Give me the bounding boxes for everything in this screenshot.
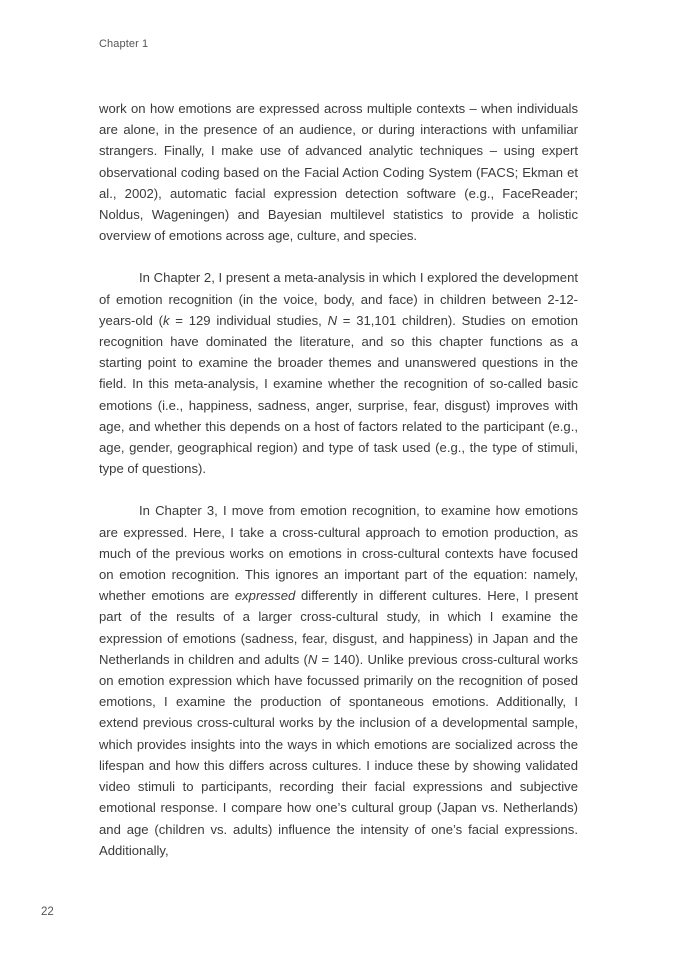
paragraph-2: [99, 267, 578, 479]
paragraph-2-n-variable: N: [327, 312, 338, 328]
paragraph-2-text-c: = 31,101 children). Studies on emotion recognition have dominated the literature, and so this chapter functions as a starting point to examine the broader themes and unanswered questions in the field. In this meta-analysis, I examine whether the recognition of so-called basic emotions (i.e., happiness, sadness, anger, surprise, fear, disgust) improves with age, and whether this depends on a host of factors related to the participant (e.g., age, gender, geographical region) and type of task used (e.g., the type of stimuli, type of questions).: [99, 312, 578, 477]
paragraph-3-text-b: differently in different cultures. Here, I present part of the results of a larger cross-cultural study, in which I examine the expression of emotions (sadness, fear, disgust, and happiness) in Japan and the Netherlands in children and adults (: [99, 588, 578, 667]
paragraph-2-k-variable: k: [162, 312, 170, 328]
page-number: 22: [41, 906, 54, 918]
running-header-chapter-title: Chapter 1: [99, 38, 149, 50]
body-text: [99, 98, 578, 882]
paragraph-2-text-a: In Chapter 2, I present a meta-analysis in which I explored the development of emotion recognition (in the voice, body, and face) in children between 2-12-years-old (: [99, 270, 578, 328]
paragraph-1: work on how emotions are expressed across multiple contexts – when individuals are alone, in the presence of an audience, or during interactions with unfamiliar strangers. Finally, I make use of advanced analytic techniques – using expert observational coding based on the Facial Action Coding System (FACS; Ekman et al., 2002), automatic facial expression detection software (e.g., FaceReader; Noldus, Wageningen) and Bayesian multilevel statistics to provide a holistic overview of emotions across age, culture, and species.: [99, 101, 578, 244]
paragraph-3-emphasis: expressed: [234, 588, 296, 604]
paragraph-3: [99, 500, 578, 860]
paragraph-3-text-c: = 140). Unlike previous cross-cultural works on emotion expression which have focussed primarily on the recognition of posed emotions, I examine the production of spontaneous emotions. Additionally, I extend previous cross-cultural works by the inclusion of a developmental sample, which provides insights into the ways in which emotions are socialized across the lifespan and how this differs across cultures. I induce these by showing validated video stimuli to participants, recording their facial expressions and subjective emotional response. I compare how one’s cultural group (Japan vs. Netherlands) and age (children vs. adults) influence the intensity of one’s facial expressions. Additionally,: [99, 651, 579, 858]
paragraph-3-n-variable: N: [307, 651, 318, 667]
paragraph-2-text-b: = 129 individual studies,: [169, 312, 328, 328]
paragraph-3-text-a: In Chapter 3, I move from emotion recognition, to examine how emotions are expressed. Here, I take a cross-cultural approach to emotion production, as much of the previous works on emotions in cross-cultural contexts have focused on emotion recognition. This ignores an important part of the equation: namely, whether emotions are: [99, 503, 578, 604]
